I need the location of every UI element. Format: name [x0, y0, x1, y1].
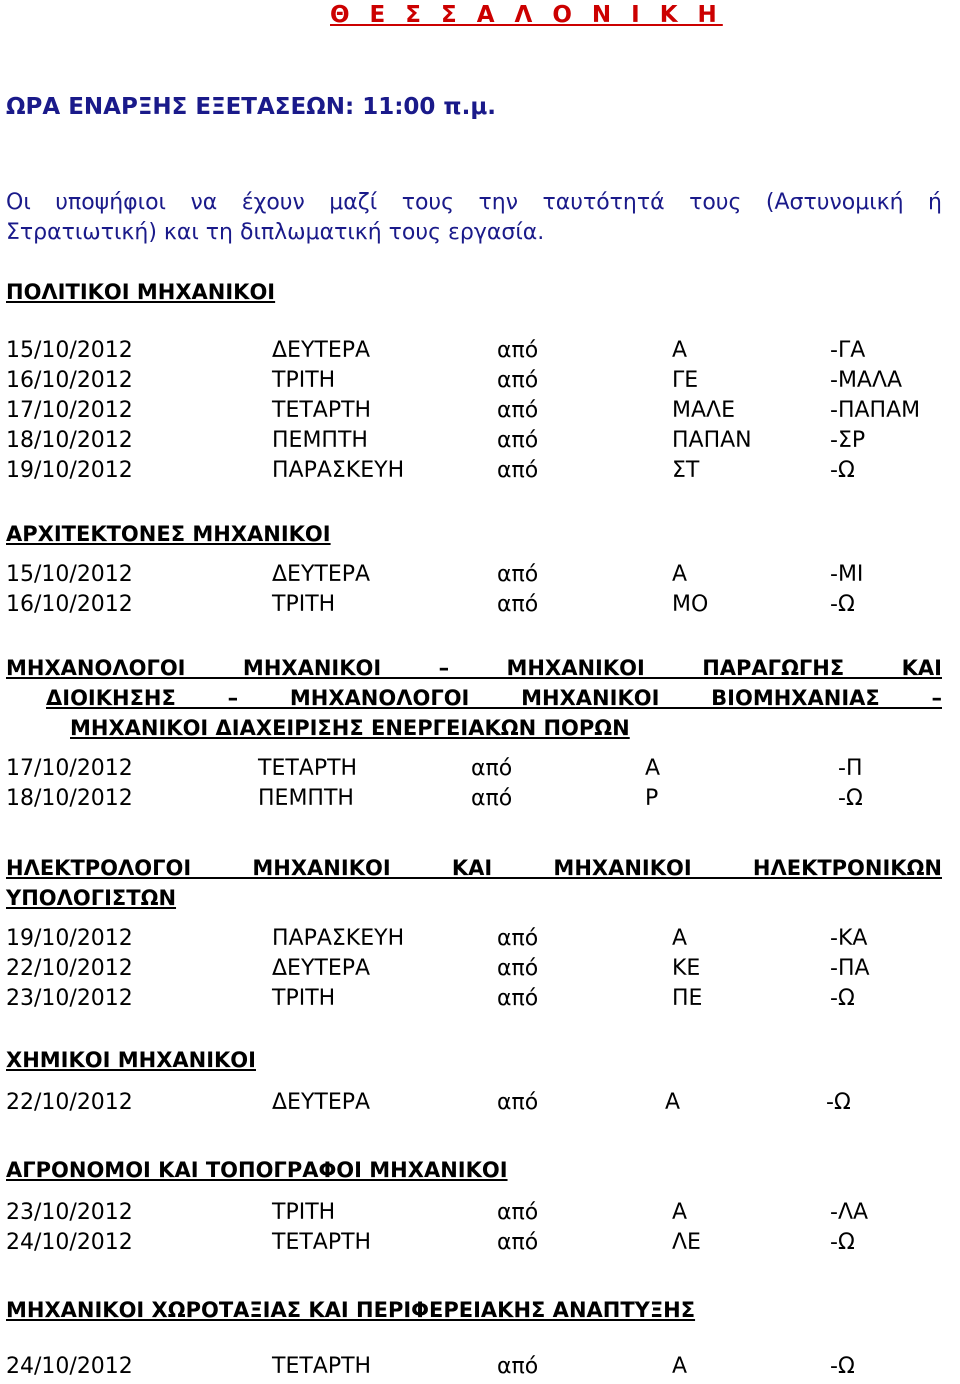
- row-from-word: από: [497, 1230, 539, 1255]
- row-to: -ΠΑΠΑΜ: [830, 398, 921, 423]
- row-date: 17/10/2012: [6, 756, 133, 781]
- row-from-word: από: [497, 926, 539, 951]
- section-heading-architects: ΑΡΧΙΤΕΚΤΟΝΕΣ ΜΗΧΑΝΙΚΟΙ: [6, 522, 331, 546]
- row-from: ΣΤ: [672, 458, 700, 483]
- row-from-word: από: [497, 986, 539, 1011]
- row-from-word: από: [497, 1090, 539, 1115]
- instructions-line-1: Οι υποψήφιοι να έχουν μαζί τους την ταυτότητά τους (Αστυνομική ή: [6, 190, 942, 215]
- row-from-word: από: [497, 1354, 539, 1379]
- row-date: 18/10/2012: [6, 786, 133, 811]
- row-from: Α: [672, 926, 688, 951]
- row-day: ΤΡΙΤΗ: [272, 986, 336, 1011]
- row-from: Α: [672, 1354, 688, 1379]
- row-from: ΚΕ: [672, 956, 701, 981]
- row-date: 23/10/2012: [6, 986, 133, 1011]
- row-day: ΔΕΥΤΕΡΑ: [272, 338, 371, 363]
- row-day: ΠΑΡΑΣΚΕΥΗ: [272, 926, 405, 951]
- row-to: -Ω: [838, 786, 863, 811]
- schedule-row: [0, 786, 960, 816]
- schedule-row: [0, 1354, 960, 1384]
- row-from: Α: [672, 338, 688, 363]
- row-day: ΤΡΙΤΗ: [272, 368, 336, 393]
- schedule-row: [0, 428, 960, 458]
- row-day: ΤΕΤΑΡΤΗ: [258, 756, 358, 781]
- row-day: ΤΕΤΑΡΤΗ: [272, 1230, 372, 1255]
- section-heading-surveying: ΑΓΡΟΝΟΜΟΙ ΚΑΙ ΤΟΠΟΓΡΑΦΟΙ ΜΗΧΑΝΙΚΟΙ: [6, 1158, 508, 1182]
- row-from: ΜΟ: [672, 592, 709, 617]
- section-heading-planning: ΜΗΧΑΝΙΚΟΙ ΧΩΡΟΤΑΞΙΑΣ ΚΑΙ ΠΕΡΙΦΕΡΕΙΑΚΗΣ ΑΝΑΠΤΥΞΗΣ: [6, 1298, 696, 1322]
- schedule-row: [0, 956, 960, 986]
- row-to: -Ω: [830, 458, 855, 483]
- row-from: ΠΑΠΑΝ: [672, 428, 752, 453]
- row-day: ΠΑΡΑΣΚΕΥΗ: [272, 458, 405, 483]
- row-from: Α: [672, 1200, 688, 1225]
- schedule-row: [0, 1230, 960, 1260]
- row-to: -ΛΑ: [830, 1200, 869, 1225]
- row-date: 15/10/2012: [6, 562, 133, 587]
- schedule-row: [0, 1200, 960, 1230]
- schedule-row: [0, 592, 960, 622]
- row-to: -Ω: [830, 986, 855, 1011]
- row-date: 22/10/2012: [6, 1090, 133, 1115]
- schedule-row: [0, 368, 960, 398]
- row-from: Α: [665, 1090, 681, 1115]
- row-day: ΤΡΙΤΗ: [272, 1200, 336, 1225]
- row-from-word: από: [497, 562, 539, 587]
- schedule-row: [0, 756, 960, 786]
- schedule-row: [0, 1090, 960, 1120]
- row-date: 24/10/2012: [6, 1230, 133, 1255]
- row-date: 19/10/2012: [6, 926, 133, 951]
- row-to: -Ω: [826, 1090, 851, 1115]
- row-date: 15/10/2012: [6, 338, 133, 363]
- row-from: ΠΕ: [672, 986, 703, 1011]
- page-title: Θ Ε Σ Σ Α Λ Ο Ν Ι Κ Η: [330, 2, 723, 28]
- row-date: 17/10/2012: [6, 398, 133, 423]
- row-day: ΔΕΥΤΕΡΑ: [272, 956, 371, 981]
- row-from-word: από: [497, 368, 539, 393]
- row-from-word: από: [497, 458, 539, 483]
- row-from-word: από: [497, 428, 539, 453]
- section-heading-civil: ΠΟΛΙΤΙΚΟΙ ΜΗΧΑΝΙΚΟΙ: [6, 280, 276, 304]
- row-day: ΠΕΜΠΤΗ: [258, 786, 354, 811]
- row-date: 22/10/2012: [6, 956, 133, 981]
- row-date: 24/10/2012: [6, 1354, 133, 1379]
- schedule-row: [0, 926, 960, 956]
- row-to: -ΜΑΛΑ: [830, 368, 903, 393]
- row-from-word: από: [497, 956, 539, 981]
- section-heading-electrical-line-1: ΗΛΕΚΤΡΟΛΟΓΟΙ ΜΗΧΑΝΙΚΟΙ ΚΑΙ ΜΗΧΑΝΙΚΟΙ ΗΛΕΚΤΡΟΝΙΚΩΝ: [6, 856, 942, 880]
- section-heading-electrical-line-2: ΥΠΟΛΟΓΙΣΤΩΝ: [6, 886, 177, 910]
- row-to: -ΠΑ: [830, 956, 870, 981]
- exam-start-time: ΩΡΑ ΕΝΑΡΞΗΣ ΕΞΕΤΑΣΕΩΝ: 11:00 π.μ.: [6, 94, 497, 120]
- row-from-word: από: [497, 398, 539, 423]
- row-date: 16/10/2012: [6, 592, 133, 617]
- row-day: ΤΡΙΤΗ: [272, 592, 336, 617]
- row-date: 16/10/2012: [6, 368, 133, 393]
- row-from: ΜΑΛΕ: [672, 398, 735, 423]
- row-to: -Π: [838, 756, 863, 781]
- schedule-row: [0, 458, 960, 488]
- row-from: ΛΕ: [672, 1230, 701, 1255]
- row-from-word: από: [497, 338, 539, 363]
- schedule-row: [0, 338, 960, 368]
- row-from-word: από: [497, 592, 539, 617]
- schedule-row: [0, 562, 960, 592]
- row-date: 19/10/2012: [6, 458, 133, 483]
- row-day: ΠΕΜΠΤΗ: [272, 428, 368, 453]
- row-to: -ΜΙ: [830, 562, 864, 587]
- row-to: -ΓΑ: [830, 338, 866, 363]
- instructions-line-2: Στρατιωτική) και τη διπλωματική τους εργασία.: [6, 220, 545, 245]
- row-to: -Ω: [830, 592, 855, 617]
- schedule-row: [0, 986, 960, 1016]
- row-from: Ρ: [645, 786, 659, 811]
- row-from: Α: [672, 562, 688, 587]
- row-to: -Ω: [830, 1230, 855, 1255]
- schedule-row: [0, 398, 960, 428]
- row-date: 18/10/2012: [6, 428, 133, 453]
- row-day: ΔΕΥΤΕΡΑ: [272, 562, 371, 587]
- section-heading-mechanical-line-2: ΔΙΟΙΚΗΣΗΣ – ΜΗΧΑΝΟΛΟΓΟΙ ΜΗΧΑΝΙΚΟΙ ΒΙΟΜΗΧΑΝΙΑΣ –: [46, 686, 942, 710]
- row-day: ΤΕΤΑΡΤΗ: [272, 1354, 372, 1379]
- row-from-word: από: [471, 756, 513, 781]
- row-to: -Ω: [830, 1354, 855, 1379]
- row-day: ΤΕΤΑΡΤΗ: [272, 398, 372, 423]
- row-from: Α: [645, 756, 661, 781]
- row-from: ΓΕ: [672, 368, 699, 393]
- row-day: ΔΕΥΤΕΡΑ: [272, 1090, 371, 1115]
- row-date: 23/10/2012: [6, 1200, 133, 1225]
- row-from-word: από: [471, 786, 513, 811]
- section-heading-mechanical-line-3: ΜΗΧΑΝΙΚΟΙ ΔΙΑΧΕΙΡΙΣΗΣ ΕΝΕΡΓΕΙΑΚΩΝ ΠΟΡΩΝ: [70, 716, 630, 740]
- row-to: -ΣΡ: [830, 428, 866, 453]
- row-from-word: από: [497, 1200, 539, 1225]
- section-heading-chemical: ΧΗΜΙΚΟΙ ΜΗΧΑΝΙΚΟΙ: [6, 1048, 256, 1072]
- row-to: -ΚΑ: [830, 926, 868, 951]
- section-heading-mechanical-line-1: ΜΗΧΑΝΟΛΟΓΟΙ ΜΗΧΑΝΙΚΟΙ – ΜΗΧΑΝΙΚΟΙ ΠΑΡΑΓΩΓΗΣ ΚΑΙ: [6, 656, 942, 680]
